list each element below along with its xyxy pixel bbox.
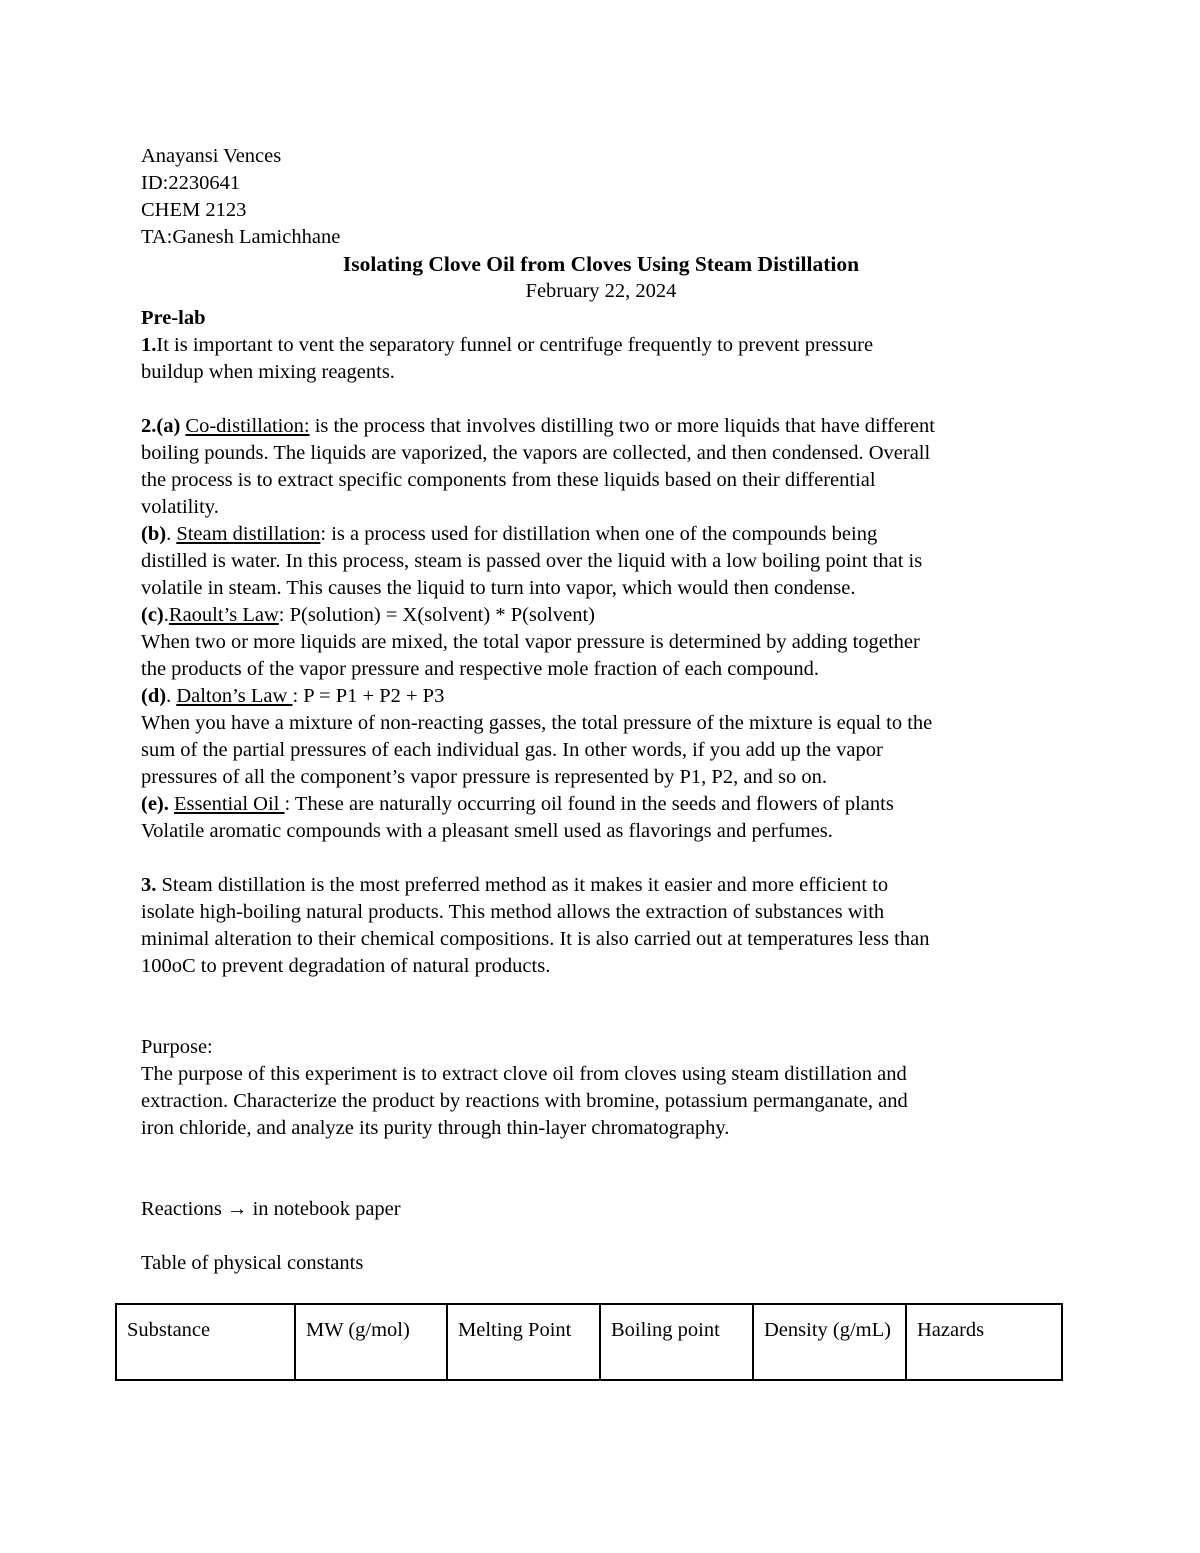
- q2b-number: (b): [141, 523, 167, 545]
- header-cell-hazards: Hazards: [906, 1304, 1062, 1380]
- q1-line-1: It is important to vent the separatory funnel or centrifuge frequently to prevent pressure: [156, 334, 874, 356]
- q3-first: Steam distillation is the most preferred method as it makes it easier and more efficient to: [156, 874, 889, 896]
- q2d-first: : P = P1 + P2 + P3: [292, 685, 445, 707]
- q2e-first: : These are naturally occurring oil found in the seeds and flowers of plants: [284, 793, 894, 815]
- q1-line-2: buildup when mixing reagents.: [141, 361, 395, 383]
- table-caption: Table of physical constants: [141, 1252, 364, 1274]
- physical-constants-table: [115, 1303, 1063, 1381]
- purpose-line-2: extraction. Characterize the product by reactions with bromine, potassium permanganate, and: [141, 1090, 908, 1112]
- prelab-question-2c: (c).Raoult’s Law: P(solution) = X(solvent) * P(solvent) When two or more liquids are mixed, the total vapor pressure is determined by adding together the products of the vapor pressure and respective mole fraction of each compound.: [141, 602, 1061, 683]
- q2e-line-2: Volatile aromatic compounds with a pleasant smell used as flavorings and perfumes.: [141, 820, 833, 842]
- q1-number: 1.: [141, 334, 157, 356]
- q2c-first: : P(solution) = X(solvent) * P(solvent): [278, 604, 595, 626]
- prelab-question-1: [141, 332, 1061, 386]
- q2b-line-3: volatile in steam. This causes the liquid to turn into vapor, which would then condense.: [141, 577, 856, 599]
- q2b-term: Steam distillation: [176, 523, 321, 545]
- prelab-question-2e: [141, 791, 1061, 845]
- student-id: ID:2230641: [141, 172, 241, 194]
- q2c-term: Raoult’s Law: [168, 604, 279, 626]
- q3-line-4: 100oC to prevent degradation of natural products.: [141, 955, 551, 977]
- q2a-line-3: the process is to extract specific components from these liquids based on their differential: [141, 469, 876, 491]
- q2a-first: is the process that involves distilling two or more liquids that have different: [309, 415, 935, 437]
- prelab-heading: Pre-lab: [141, 307, 206, 329]
- teaching-assistant: TA:Ganesh Lamichhane: [141, 226, 341, 248]
- header-cell-melting-point: Melting Point: [447, 1304, 600, 1380]
- q2c-number: (c): [141, 604, 164, 626]
- q2e-number: (e).: [141, 793, 169, 815]
- prelab-question-3: [141, 872, 1061, 980]
- q2d-line-2: When you have a mixture of non-reacting gasses, the total pressure of the mixture is equal to the: [141, 712, 933, 734]
- purpose-line-1: The purpose of this experiment is to extract clove oil from cloves using steam distillation and: [141, 1063, 907, 1085]
- q2a-number: 2.(a): [141, 415, 181, 437]
- prelab-question-2a: [141, 413, 1061, 521]
- q2d-term: Dalton’s Law: [176, 685, 293, 707]
- q2a-line-2: boiling pounds. The liquids are vaporized, the vapors are collected, and then condensed. Overall: [141, 442, 931, 464]
- purpose-line-3: iron chloride, and analyze its purity through thin-layer chromatography.: [141, 1117, 730, 1139]
- q2e-term: Essential Oil: [174, 793, 285, 815]
- q2a-term: Co-distillation:: [185, 415, 310, 437]
- course-code: CHEM 2123: [141, 199, 247, 221]
- prelab-question-2b: (b). Steam distillation: is a process used for distillation when one of the compounds being distilled is water. In this process, steam is passed over the liquid with a low boiling point that is volatile in steam. This causes the liquid to turn into vapor, which would then condense.: [141, 521, 1061, 602]
- purpose-heading: Purpose:: [141, 1036, 213, 1058]
- header-cell-density: Density (g/mL): [753, 1304, 906, 1380]
- student-name: Anayansi Vences: [141, 145, 282, 167]
- header-cell-substance: Substance: [116, 1304, 295, 1380]
- header-cell-boiling-point: Boiling point: [600, 1304, 753, 1380]
- document-page: [141, 143, 1061, 1277]
- document-title: Isolating Clove Oil from Cloves Using Steam Distillation: [342, 252, 860, 276]
- q2b-line-2: distilled is water. In this process, steam is passed over the liquid with a low boiling point that is: [141, 550, 923, 572]
- q2b-first: : is a process used for distillation when one of the compounds being: [320, 523, 878, 545]
- q2c-line-2: When two or more liquids are mixed, the total vapor pressure is determined by adding together: [141, 631, 920, 653]
- document-date: February 22, 2024: [525, 280, 677, 302]
- q3-line-2: isolate high-boiling natural products. This method allows the extraction of substances with: [141, 901, 885, 923]
- q2d-line-4: pressures of all the component’s vapor pressure is represented by P1, P2, and so on.: [141, 766, 828, 788]
- header-cell-mw: MW (g/mol): [295, 1304, 447, 1380]
- q3-number: 3.: [141, 874, 157, 896]
- purpose-section: [141, 1034, 1061, 1142]
- table-header-row: [116, 1304, 1062, 1380]
- q2c-line-3: the products of the vapor pressure and respective mole fraction of each compound.: [141, 658, 819, 680]
- q3-line-3: minimal alteration to their chemical compositions. It is also carried out at temperatures less than: [141, 928, 930, 950]
- prelab-question-2d: (d). Dalton’s Law : P = P1 + P2 + P3 When you have a mixture of non-reacting gasses, the total pressure of the mixture is equal to the sum of the partial pressures of each individual gas. In other words, if you add up the vapor pressures of all the component’s vapor pressure is represented by P1, P2, and so on.: [141, 683, 1061, 791]
- q2a-line-4: volatility.: [141, 496, 219, 518]
- q2d-line-3: sum of the partial pressures of each individual gas. In other words, if you add up the vapor: [141, 739, 883, 761]
- reactions-note: Reactions → in notebook paper: [141, 1198, 401, 1220]
- q2d-number: (d): [141, 685, 167, 707]
